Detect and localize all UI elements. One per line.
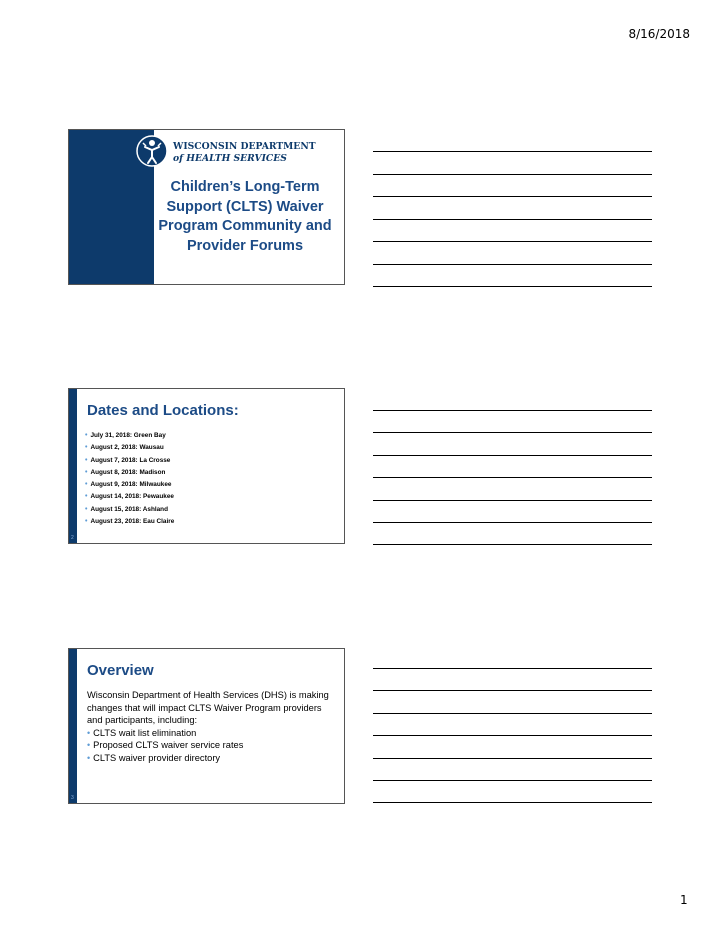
list-item: • July 31, 2018: Green Bay (85, 432, 166, 439)
overview-paragraph: Wisconsin Department of Health Services (DHS) is making changes that will impact CLTS Waiver Program providers and participants, including: (87, 690, 329, 726)
slide-title: Children’s Long-Term Support (CLTS) Waiver Program Community and Provider Forums (158, 179, 332, 254)
slide-sidebar-band (69, 389, 77, 543)
note-line (373, 151, 652, 152)
logo-line2: of HEALTH SERVICES (173, 153, 287, 164)
slide-sidebar-band (69, 649, 77, 803)
note-line (373, 522, 652, 523)
bullet-icon: • (87, 752, 91, 763)
slide-2-thumbnail (68, 388, 345, 544)
bullet-icon: • (85, 432, 88, 439)
list-item: • CLTS waiver provider directory (87, 752, 221, 763)
dhs-logo (137, 133, 316, 169)
bullet-icon: • (87, 740, 91, 751)
note-line (373, 410, 652, 411)
note-line (373, 219, 652, 220)
bullet-icon: • (85, 481, 88, 489)
list-item: • Proposed CLTS waiver service rates (87, 740, 244, 751)
slide-body (87, 689, 337, 765)
bullet-icon: • (85, 468, 88, 476)
list-item: • August 23, 2018: Eau Claire (85, 518, 175, 526)
list-item: • August 8, 2018: Madison (85, 468, 166, 476)
bullet-icon: • (87, 727, 91, 738)
slide-1-thumbnail (68, 129, 345, 285)
slide-heading: Overview (87, 662, 154, 679)
bullet-icon: • (85, 493, 88, 501)
slide-number: 3 (71, 795, 74, 801)
note-line (373, 500, 652, 501)
slide-number: 2 (71, 535, 74, 541)
note-line (373, 780, 652, 781)
list-item: • August 9, 2018: Milwaukee (85, 481, 172, 489)
list-item: • August 2, 2018: Wausau (85, 444, 164, 452)
slide-3-thumbnail (68, 648, 345, 804)
dates-list (85, 430, 174, 528)
note-line (373, 432, 652, 433)
bullet-icon: • (85, 505, 88, 513)
logo-line1: WISCONSIN DEPARTMENT (173, 141, 316, 152)
note-line (373, 544, 652, 545)
bullet-icon: • (85, 444, 88, 452)
list-item: • August 14, 2018: Pewaukee (85, 493, 174, 501)
note-line (373, 713, 652, 714)
note-line (373, 286, 652, 287)
slide-heading: Dates and Locations: (87, 402, 239, 419)
list-item: • August 15, 2018: Ashland (85, 505, 168, 513)
header-date: 8/16/2018 (628, 27, 690, 41)
note-line (373, 735, 652, 736)
bullet-icon: • (85, 456, 88, 464)
list-item: • CLTS wait list elimination (87, 727, 197, 738)
note-line (373, 690, 652, 691)
note-line (373, 455, 652, 456)
page-number: 1 (680, 893, 688, 907)
note-line (373, 174, 652, 175)
bullet-icon: • (85, 518, 88, 526)
note-line (373, 241, 652, 242)
note-line (373, 264, 652, 265)
note-line (373, 802, 652, 803)
note-line (373, 477, 652, 478)
note-line (373, 668, 652, 669)
note-line (373, 196, 652, 197)
list-item: • August 7, 2018: La Crosse (85, 456, 171, 464)
overview-list (87, 727, 337, 765)
note-line (373, 758, 652, 759)
